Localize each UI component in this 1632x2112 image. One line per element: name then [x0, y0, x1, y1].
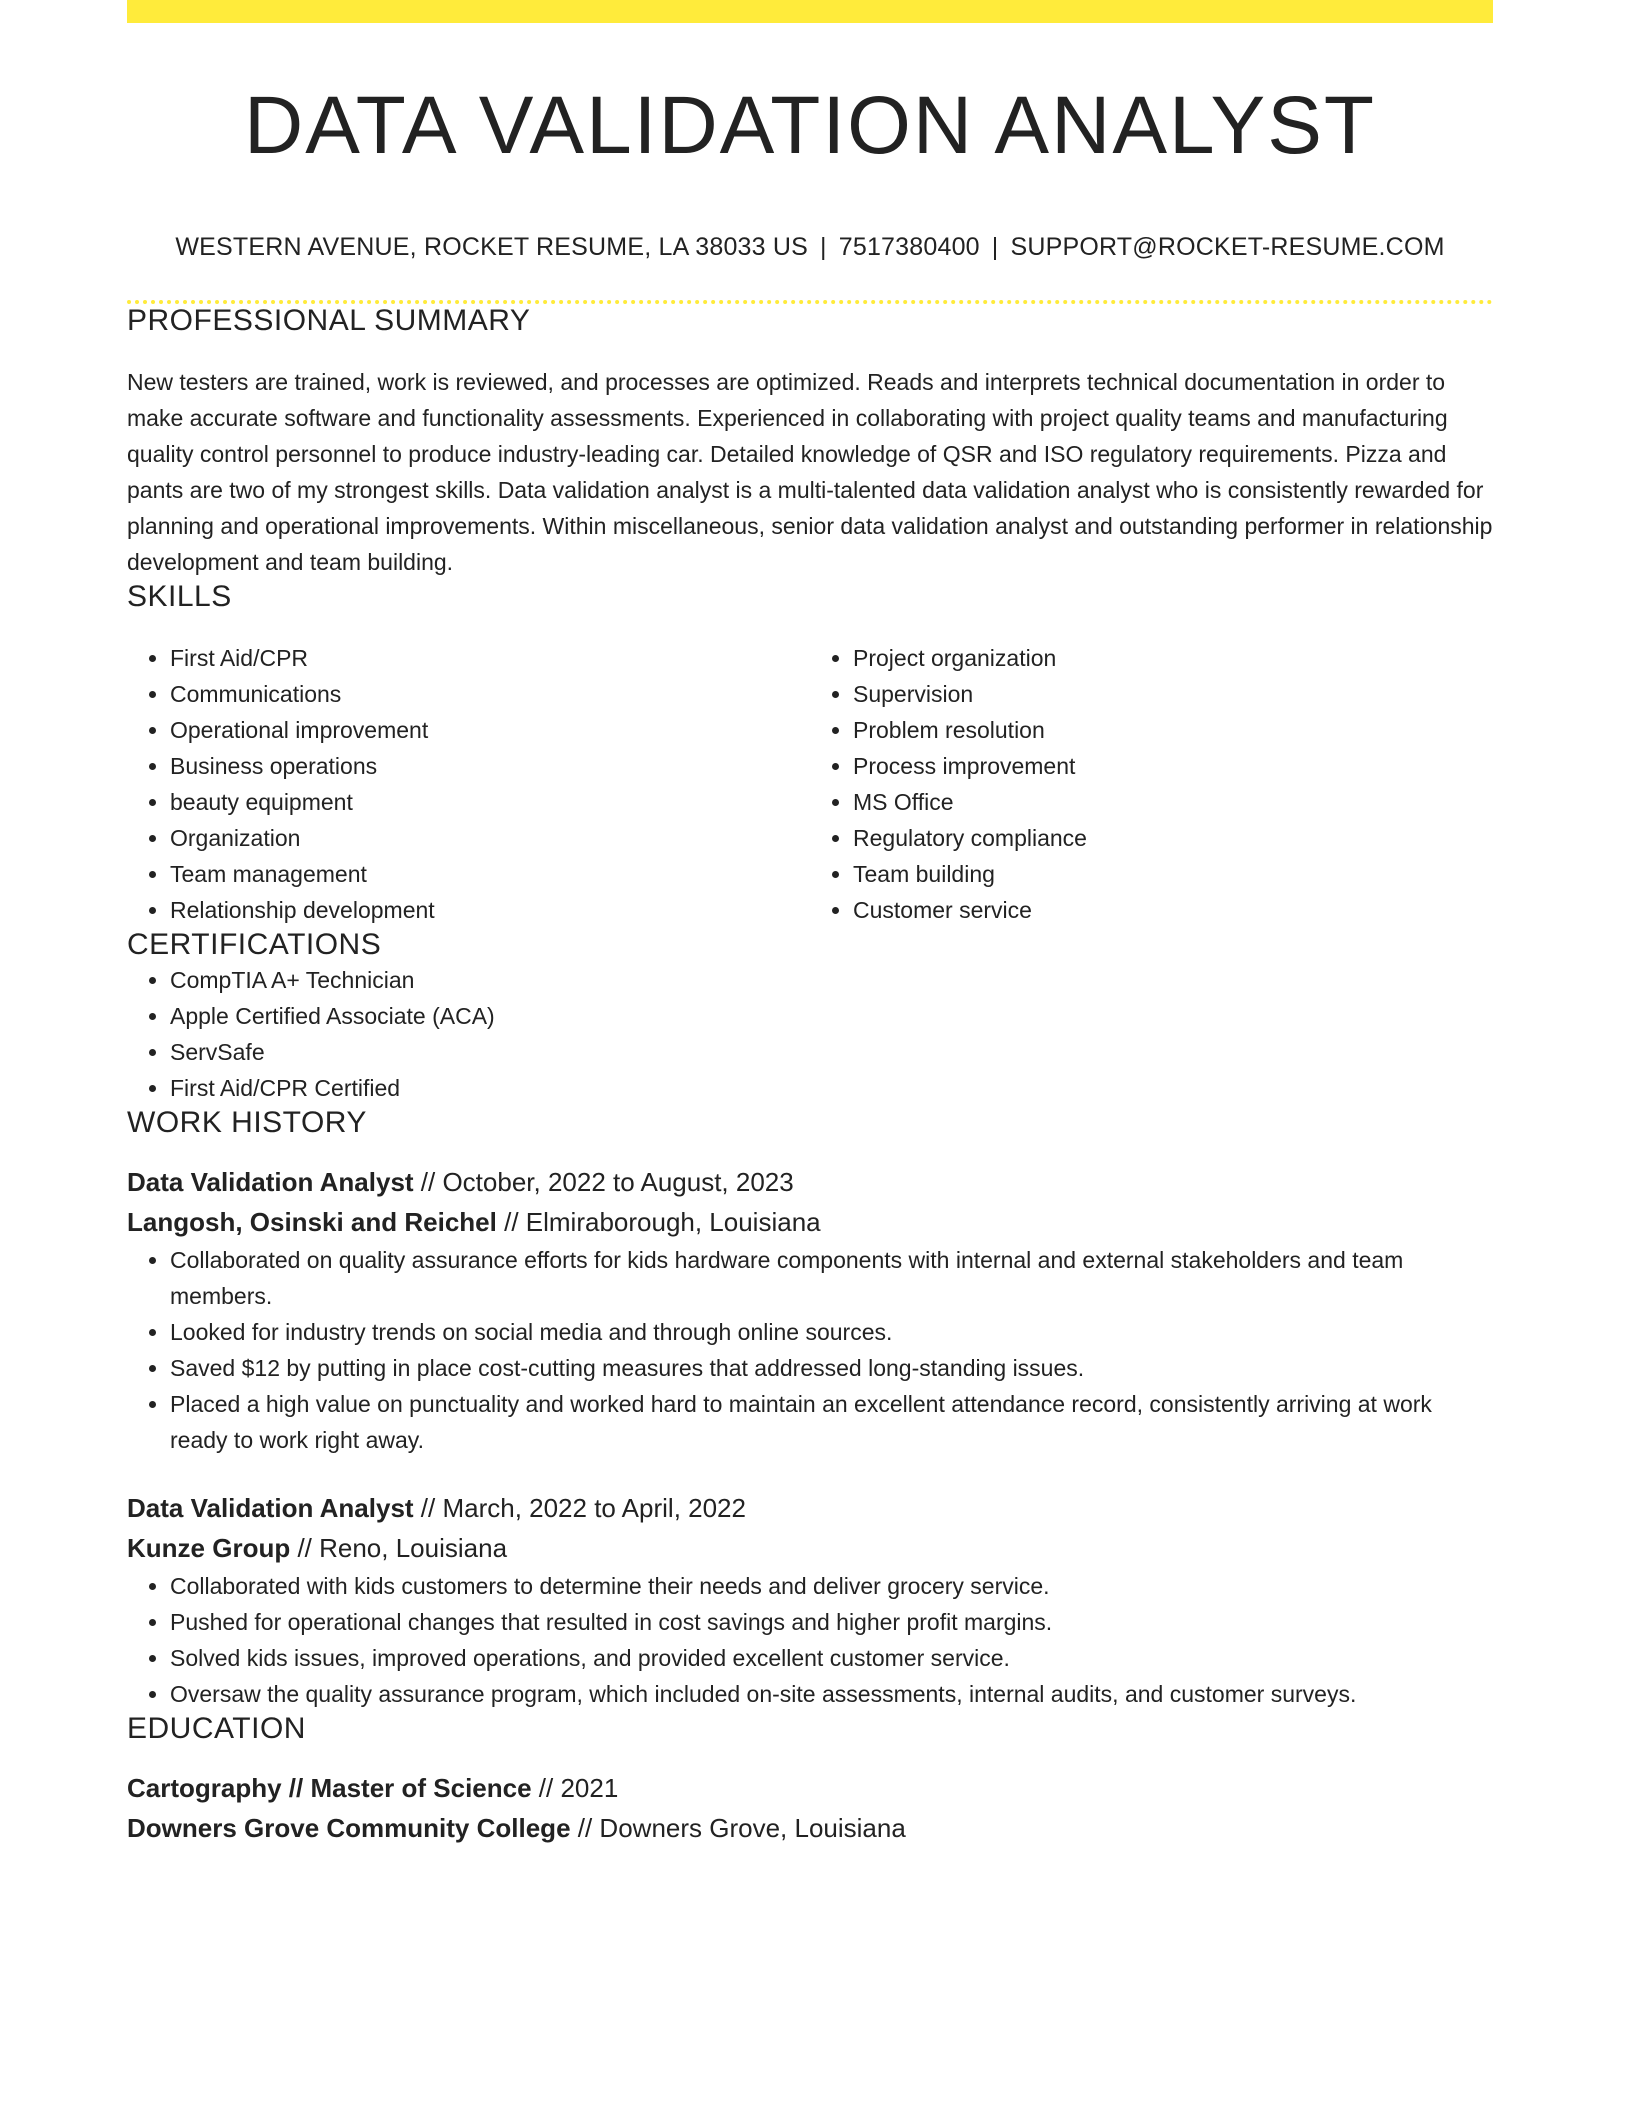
education-entry — [127, 1768, 1493, 1848]
contact-phone: 7517380400 — [838, 233, 980, 261]
job-company: Kunze Group — [127, 1533, 291, 1563]
contact-email[interactable]: SUPPORT@ROCKET-RESUME.COM — [1010, 233, 1445, 261]
job-bullets — [127, 1242, 1493, 1458]
skill-item: • Project organization — [853, 640, 1493, 676]
job-bullet: • Oversaw the quality assurance program, which included on-site assessments, internal audits, and customer surveys. — [170, 1676, 1493, 1712]
job-bullet: • Saved $12 by putting in place cost-cutting measures that addressed long-standing issues. — [170, 1350, 1493, 1386]
skill-item: • MS Office — [853, 784, 1493, 820]
certification-item: • ServSafe — [170, 1034, 1493, 1070]
job-company: Langosh, Osinski and Reichel — [127, 1207, 497, 1237]
certification-item: • Apple Certified Associate (ACA) — [170, 998, 1493, 1034]
job-role: Data Validation Analyst — [127, 1493, 414, 1523]
certification-item: • First Aid/CPR Certified — [170, 1070, 1493, 1106]
education-heading: EDUCATION — [127, 1712, 306, 1745]
job-title-line — [127, 1488, 1493, 1528]
job-company-line — [127, 1202, 1493, 1242]
skill-item: • Operational improvement — [170, 712, 810, 748]
candidate-name: DATA VALIDATION ANALYST — [243, 80, 1377, 171]
resume-page — [127, 0, 1493, 1848]
contact-separator: | — [991, 233, 999, 261]
certification-item: • CompTIA A+ Technician — [170, 962, 1493, 998]
accent-top-bar — [127, 0, 1493, 23]
education-degree-line — [127, 1768, 1493, 1808]
job-location: // Elmiraborough, Louisiana — [496, 1207, 821, 1237]
skill-item: • Communications — [170, 676, 810, 712]
skill-item: • Organization — [170, 820, 810, 856]
skills-columns — [127, 640, 1493, 928]
skill-item: • Regulatory compliance — [853, 820, 1493, 856]
job-role: Data Validation Analyst — [127, 1167, 414, 1197]
job-bullet: • Collaborated on quality assurance efforts for kids hardware components with internal and external stakeholders and team members. — [170, 1242, 1493, 1314]
skill-item: • Process improvement — [853, 748, 1493, 784]
job-dates: // October, 2022 to August, 2023 — [413, 1167, 794, 1197]
contact-separator: | — [820, 233, 827, 261]
skills-list-left — [127, 640, 810, 928]
skills-heading: SKILLS — [127, 580, 232, 613]
work-history-heading: WORK HISTORY — [127, 1106, 367, 1139]
contact-address: WESTERN AVENUE, ROCKET RESUME, LA 38033 US — [175, 233, 809, 261]
education-school-line — [127, 1808, 1493, 1848]
job-title-line — [127, 1162, 1493, 1202]
education-school: Downers Grove Community College — [127, 1813, 571, 1843]
skill-item: • Business operations — [170, 748, 810, 784]
education-year: // 2021 — [531, 1773, 619, 1803]
job-bullet: • Placed a high value on punctuality and worked hard to maintain an excellent attendance record, consistently arriving at work ready to work right away. — [170, 1386, 1493, 1458]
skill-item: • Problem resolution — [853, 712, 1493, 748]
skill-item: • Team management — [170, 856, 810, 892]
job-bullet: • Solved kids issues, improved operations, and provided excellent customer service. — [170, 1640, 1493, 1676]
skill-item: • Customer service — [853, 892, 1493, 928]
contact-line — [127, 233, 1493, 262]
skill-item: • Relationship development — [170, 892, 810, 928]
job-entry — [127, 1488, 1493, 1712]
summary-heading: PROFESSIONAL SUMMARY — [127, 304, 531, 337]
certifications-list — [127, 962, 1493, 1106]
skill-item: • Team building — [853, 856, 1493, 892]
job-bullet: • Pushed for operational changes that resulted in cost savings and higher profit margins. — [170, 1604, 1493, 1640]
job-entry — [127, 1162, 1493, 1458]
job-company-line — [127, 1528, 1493, 1568]
job-bullet: • Collaborated with kids customers to determine their needs and deliver grocery service. — [170, 1568, 1493, 1604]
skill-item: • Supervision — [853, 676, 1493, 712]
job-dates: // March, 2022 to April, 2022 — [413, 1493, 746, 1523]
skills-list-right — [810, 640, 1493, 928]
education-degree: Cartography // Master of Science — [127, 1773, 532, 1803]
summary-text: New testers are trained, work is reviewed, and processes are optimized. Reads and interprets technical documentation in order to make accurate software and functionality assessments. Experienced in collaborating with project quality teams and manufacturing quality control personnel to produce industry-leading car. Detailed knowledge of QSR and ISO regulatory requirements. Pizza and pants are two of my strongest skills. Data validation analyst is a multi-talented data validation analyst who is consistently rewarded for planning and operational improvements. Within miscellaneous, senior data validation analyst and outstanding performer in relationship development and team building. — [127, 369, 1493, 575]
skill-item: • First Aid/CPR — [170, 640, 810, 676]
education-location: // Downers Grove, Louisiana — [570, 1813, 906, 1843]
skill-item: • beauty equipment — [170, 784, 810, 820]
certifications-heading: CERTIFICATIONS — [127, 928, 382, 961]
job-location: // Reno, Louisiana — [290, 1533, 508, 1563]
job-bullets — [127, 1568, 1493, 1712]
job-bullet: • Looked for industry trends on social media and through online sources. — [170, 1314, 1493, 1350]
